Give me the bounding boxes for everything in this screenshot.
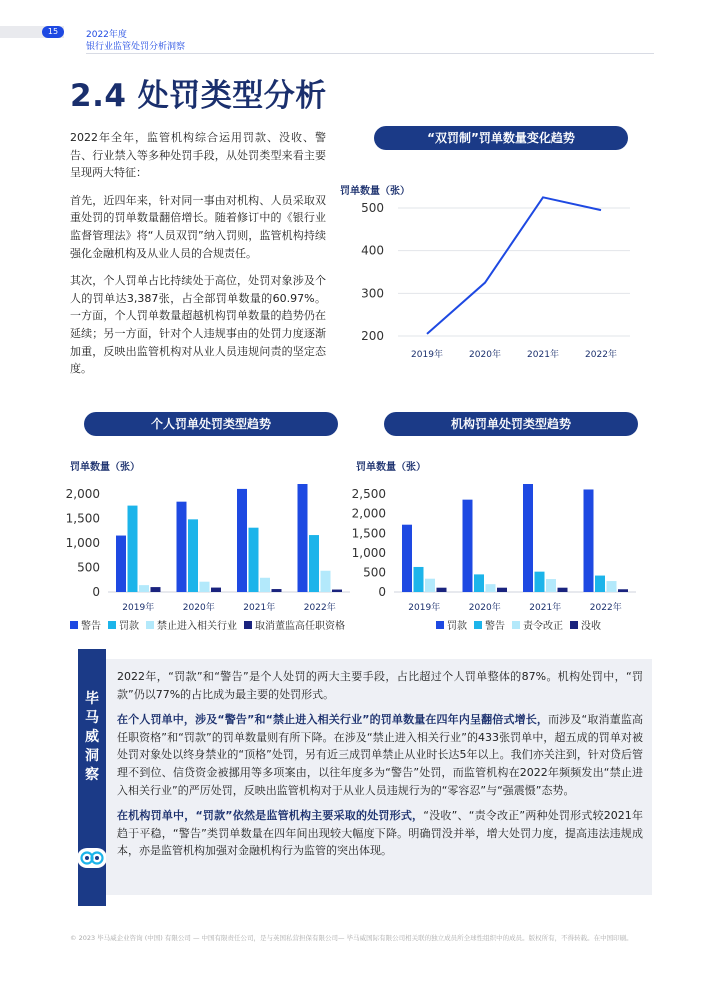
legend-label: 罚款 <box>447 621 467 632</box>
bar <box>618 589 628 592</box>
y-tick-label: 1,000 <box>65 535 100 550</box>
y-tick-label: 2,500 <box>351 487 386 502</box>
y-tick-label: 1,500 <box>351 526 386 541</box>
legend-item <box>244 617 345 632</box>
bar <box>272 589 282 592</box>
header-divider <box>86 53 654 54</box>
bar <box>151 587 161 592</box>
legend-item <box>146 617 237 632</box>
section-title: 2.4 处罚类型分析 <box>70 78 327 114</box>
insight-label-char: 马 <box>85 710 99 726</box>
insight-paragraph-3 <box>117 807 643 860</box>
header-year: 2022年度 <box>86 30 127 40</box>
y-tick-label: 1,500 <box>65 511 100 526</box>
y-tick-label: 0 <box>92 585 100 599</box>
legend-swatch <box>570 621 578 629</box>
x-tick-label: 2022年 <box>585 350 617 360</box>
bar <box>595 576 605 592</box>
bar <box>535 572 545 592</box>
bar <box>200 582 210 592</box>
institution-chart-legend <box>436 617 601 632</box>
insight-p2-highlight: 在个人罚单中，涉及“警告”和“禁止进入相关行业”的罚单数量在四年内呈翻倍式增长， <box>117 713 549 727</box>
insight-label-char: 威 <box>85 729 99 745</box>
x-tick-label: 2019年 <box>411 350 443 360</box>
legend-item <box>70 617 101 632</box>
y-tick-label: 0 <box>378 585 386 599</box>
legend-swatch <box>146 621 154 629</box>
personal-chart-legend <box>70 617 345 632</box>
bar <box>474 574 484 592</box>
y-tick-label: 1,000 <box>351 545 386 560</box>
legend-swatch <box>512 621 520 629</box>
personal-chart-ylabel: 罚单数量（张） <box>70 462 140 473</box>
y-tick-label: 300 <box>361 286 384 301</box>
x-tick-label: 2019年 <box>122 603 155 613</box>
bar <box>309 535 319 592</box>
series-line <box>427 197 601 334</box>
legend-swatch <box>108 621 116 629</box>
x-tick-label: 2021年 <box>529 603 562 613</box>
x-tick-label: 2019年 <box>408 603 441 613</box>
y-tick-label: 200 <box>361 329 384 343</box>
bar <box>128 506 138 592</box>
x-tick-label: 2020年 <box>182 603 215 613</box>
bar <box>237 489 247 592</box>
bar <box>463 500 473 592</box>
y-tick-label: 400 <box>361 243 384 258</box>
bar <box>249 528 259 592</box>
x-tick-label: 2021年 <box>527 350 559 360</box>
intro-paragraph-3: 其次，个人罚单占比持续处于高位，处罚对象涉及个人的罚单达3,387张，占全部罚单数量的60.97%。一方面，个人罚单数量超越机构罚单数量的趋势仍在延续；另一方面，针对个人违规事由的处罚力度逐渐加重，反映出监管机构对从业人员违规问责的坚定态度。 <box>70 274 326 376</box>
bar <box>260 578 270 592</box>
legend-item <box>474 617 505 632</box>
legend-label: 取消董监高任职资格 <box>255 621 345 632</box>
insight-p3-body: “没收”、“责令改正”两种处罚形式较2021年趋于平稳，“警告”类罚单数量在四年间出现较大幅度下降。明确罚没并举，增大处罚力度，提高违法违规成本，亦是监管机构加强对金融机构行为监管的突出体现。 <box>117 809 643 858</box>
y-tick-label: 2,000 <box>351 506 386 521</box>
bar <box>116 536 126 592</box>
y-tick-label: 2,000 <box>65 486 100 501</box>
institution-chart-title: 机构罚单处罚类型趋势 <box>384 412 638 436</box>
legend-item <box>512 617 563 632</box>
bar <box>425 579 435 592</box>
page-number: 15 <box>42 26 64 38</box>
insight-p3-highlight: 在机构罚单中，“罚款”依然是监管机构主要采取的处罚形式， <box>117 809 424 823</box>
legend-label: 禁止进入相关行业 <box>157 621 237 632</box>
bar <box>546 579 556 592</box>
bar <box>177 502 187 592</box>
x-tick-label: 2022年 <box>589 603 622 613</box>
bar <box>298 484 308 592</box>
legend-item <box>108 617 139 632</box>
insight-label-char: 察 <box>85 767 99 783</box>
bar <box>558 588 568 592</box>
bar <box>486 584 496 592</box>
intro-text <box>70 129 326 388</box>
legend-swatch <box>474 621 482 629</box>
line-chart-ylabel: 罚单数量（张） <box>340 186 410 197</box>
line-chart <box>340 196 640 366</box>
legend-label: 警告 <box>81 621 101 632</box>
y-tick-label: 500 <box>361 201 384 215</box>
y-tick-label: 500 <box>363 565 386 580</box>
y-tick-label: 500 <box>77 560 100 575</box>
legend-swatch <box>70 621 78 629</box>
bar <box>402 525 412 592</box>
bar <box>523 484 533 592</box>
legend-item <box>436 617 467 632</box>
bar <box>497 588 507 592</box>
glasses-icon <box>77 848 107 868</box>
bar <box>188 519 198 592</box>
x-tick-label: 2020年 <box>468 603 501 613</box>
bar <box>211 588 221 592</box>
insight-text <box>117 668 643 868</box>
x-tick-label: 2022年 <box>303 603 336 613</box>
bar <box>607 581 617 592</box>
insight-label-char: 毕 <box>85 691 99 707</box>
institution-chart-ylabel: 罚单数量（张） <box>356 462 426 473</box>
legend-label: 警告 <box>485 621 505 632</box>
bar <box>437 588 447 592</box>
header-title: 银行业监管处罚分析洞察 <box>86 42 186 52</box>
x-tick-label: 2021年 <box>243 603 276 613</box>
bar <box>332 590 342 592</box>
personal-chart-title: 个人罚单处罚类型趋势 <box>84 412 338 436</box>
legend-swatch <box>244 621 252 629</box>
insight-paragraph-1: 2022年，“罚款”和“警告”是个人处罚的两大主要手段，占比超过个人罚单整体的87%。机构处罚中，“罚款”仍以77%的占比成为最主要的处罚形式。 <box>117 670 643 701</box>
bar <box>321 571 331 592</box>
copyright-footer: © 2023 毕马威企业咨询 (中国) 有限公司 — 中国有限责任公司，是与英国私营担保有限公司— 毕马威国际有限公司相关联的独立成员所全球性组织中的成员。版权所有，不得转载。在中国印刷。 <box>70 934 633 942</box>
insight-p2-body: 而涉及“取消董监高任职资格”和“罚款”的罚单数量则有所下降。在涉及“禁止进入相关行业”的433张罚单中，超五成的罚单对被处罚对象处以终身禁业的“顶格”处罚，另有近三成罚单禁止从业时长达5年以上。我们亦关注到，针对贷后管理不到位、信贷资金被挪用等多项案由，以往年度多为“警告”处罚，而监管机构在2022年频频发出“禁止进入相关行业”的严厉处罚，反映出监管机构对于从业人员违规行为的“零容忍”与“强震慑”态势。 <box>117 713 643 797</box>
bar <box>139 585 149 592</box>
intro-paragraph-2: 首先，近四年来，针对同一事由对机构、人员采取双重处罚的罚单数量翻倍增长。随着修订中的《银行业监督管理法》将“人员双罚”纳入罚则，监管机构持续强化金融机构及从业人员的合规责任。 <box>70 193 326 260</box>
legend-label: 罚款 <box>119 621 139 632</box>
insight-label <box>78 690 106 785</box>
bar <box>584 489 594 592</box>
line-chart-title: “双罚制”罚单数量变化趋势 <box>374 126 628 150</box>
insight-paragraph-2 <box>117 711 643 799</box>
insight-label-char: 洞 <box>85 748 99 764</box>
legend-label: 没收 <box>581 621 601 632</box>
intro-paragraph-1: 2022年全年，监管机构综合运用罚款、没收、警告、行业禁入等多种处罚手段，从处罚类型来看主要呈现两大特征： <box>70 131 326 180</box>
personal-bar-chart <box>65 476 360 616</box>
legend-label: 责令改正 <box>523 621 563 632</box>
legend-item <box>570 617 601 632</box>
institution-bar-chart <box>351 476 646 616</box>
legend-swatch <box>436 621 444 629</box>
bar <box>414 567 424 592</box>
x-tick-label: 2020年 <box>469 350 501 360</box>
